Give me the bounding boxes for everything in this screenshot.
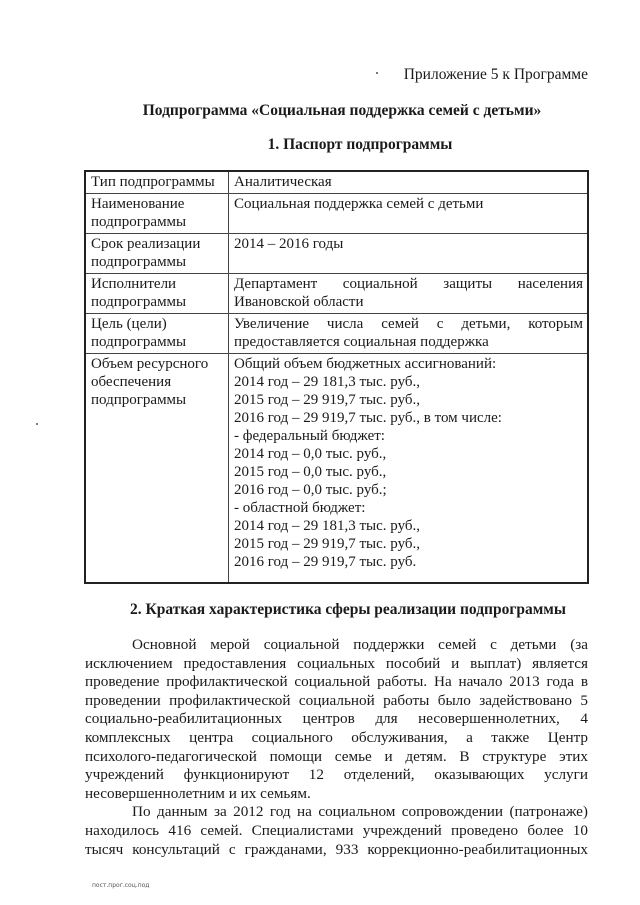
passport-label-cell <box>85 274 229 314</box>
passport-value-text: 2015 год – 29 919,7 тыс. руб., <box>234 536 421 552</box>
paragraph-line: учреждений функционируют 12 отделений, оказывающих услуги <box>85 766 588 784</box>
paragraph-line: находилось 416 семей. Специалистами учреждений проведено более 10 <box>85 821 588 839</box>
passport-row <box>85 314 588 354</box>
passport-label-text: Наименование <box>91 196 185 212</box>
paragraph-line: комплексных центра социального обслуживания, а также Центр <box>85 728 588 746</box>
passport-value-cell <box>229 234 589 274</box>
paragraph-line: проведение профилактической социальной работы. На начало 2013 года в <box>85 673 588 691</box>
passport-label-text: подпрограммы <box>91 334 187 350</box>
document-title: Подпрограмма «Социальная поддержка семей с детьми» <box>142 102 542 119</box>
passport-label-text: Цель (цели) <box>91 316 167 332</box>
passport-value-cell <box>229 194 589 234</box>
paragraph-line: психолого-педагогической помощи семье и детям. В структуре этих <box>85 747 588 765</box>
passport-label-cell <box>85 171 229 194</box>
passport-value-cell <box>229 274 589 314</box>
section-1-heading: 1. Паспорт подпрограммы <box>267 136 453 153</box>
passport-value-text: 2014 год – 0,0 тыс. руб., <box>234 446 387 462</box>
scan-artifact <box>376 72 378 74</box>
footer-file-label: пост.прог.соц.под <box>92 882 150 889</box>
passport-value-text: Увеличение числа семей с детьми, которым <box>234 316 583 332</box>
paragraph-line: Основной мерой социальной поддержки семей с детьми (за <box>132 636 588 653</box>
passport-value-text: Общий объем бюджетных ассигнований: <box>234 356 497 372</box>
paragraph-line: тысяч консультаций с гражданами, 933 коррекционно-реабилитационных <box>85 840 588 858</box>
passport-label-cell <box>85 194 229 234</box>
passport-row <box>85 274 588 314</box>
passport-value-text: 2016 год – 0,0 тыс. руб.; <box>234 482 387 498</box>
passport-value-text: 2015 год – 0,0 тыс. руб., <box>234 464 387 480</box>
passport-label-text: подпрограммы <box>91 294 187 310</box>
passport-value-text: 2016 год – 29 919,7 тыс. руб. <box>234 554 417 570</box>
paragraph-line: социально-реабилитационных центров для несовершеннолетних, 4 <box>85 710 588 728</box>
passport-value-text: Ивановской области <box>234 294 364 310</box>
section-2-body <box>85 636 588 859</box>
passport-value-text: - федеральный бюджет: <box>234 428 385 444</box>
paragraph-line: исключением предоставления социальных пособий и выплат) является <box>85 654 588 672</box>
passport-value-text: - областной бюджет: <box>234 500 366 516</box>
passport-value-text: 2016 год – 29 919,7 тыс. руб., в том числе: <box>234 410 502 426</box>
passport-label-text: подпрограммы <box>91 254 187 270</box>
passport-label-text: подпрограммы <box>91 214 187 230</box>
passport-table <box>84 170 589 584</box>
passport-value-text: 2014 – 2016 годы <box>234 236 344 252</box>
passport-value-cell <box>229 314 589 354</box>
passport-label-cell <box>85 314 229 354</box>
passport-label-text: обеспечения <box>91 374 172 390</box>
passport-row <box>85 234 588 274</box>
passport-label-text: Тип подпрограммы <box>91 174 215 190</box>
passport-label-text: подпрограммы <box>91 392 187 408</box>
passport-label-text: Объем ресурсного <box>91 356 209 372</box>
passport-value-text: Департамент социальной защиты населения <box>234 276 583 292</box>
passport-value-cell <box>229 354 589 584</box>
passport-value-text: предоставляется социальная поддержка <box>234 334 489 350</box>
passport-label-text: Срок реализации <box>91 236 201 252</box>
passport-row <box>85 171 588 194</box>
passport-label-cell <box>85 234 229 274</box>
passport-value-text: 2015 год – 29 919,7 тыс. руб., <box>234 392 421 408</box>
passport-value-cell <box>229 171 589 194</box>
paragraph-line: проведении профилактической социальной работы было задействовано 5 <box>85 691 588 709</box>
appendix-label: Приложение 5 к Программе <box>403 66 588 83</box>
passport-label-cell <box>85 354 229 584</box>
passport-value-text: 2014 год – 29 181,3 тыс. руб., <box>234 518 421 534</box>
passport-row <box>85 354 588 584</box>
passport-value-text: Аналитическая <box>234 174 332 190</box>
passport-value-text: Социальная поддержка семей с детьми <box>234 196 484 212</box>
paragraph-line: По данным за 2012 год на социальном сопровождении (патронаже) <box>132 803 588 821</box>
paragraph-line: несовершеннолетним и их семьям. <box>85 784 311 802</box>
section-2-heading: 2. Краткая характеристика сферы реализации подпрограммы <box>130 601 566 618</box>
passport-value-text: 2014 год – 29 181,3 тыс. руб., <box>234 374 421 390</box>
scan-artifact <box>36 423 38 425</box>
passport-label-text: Исполнители <box>91 276 177 292</box>
passport-row <box>85 194 588 234</box>
